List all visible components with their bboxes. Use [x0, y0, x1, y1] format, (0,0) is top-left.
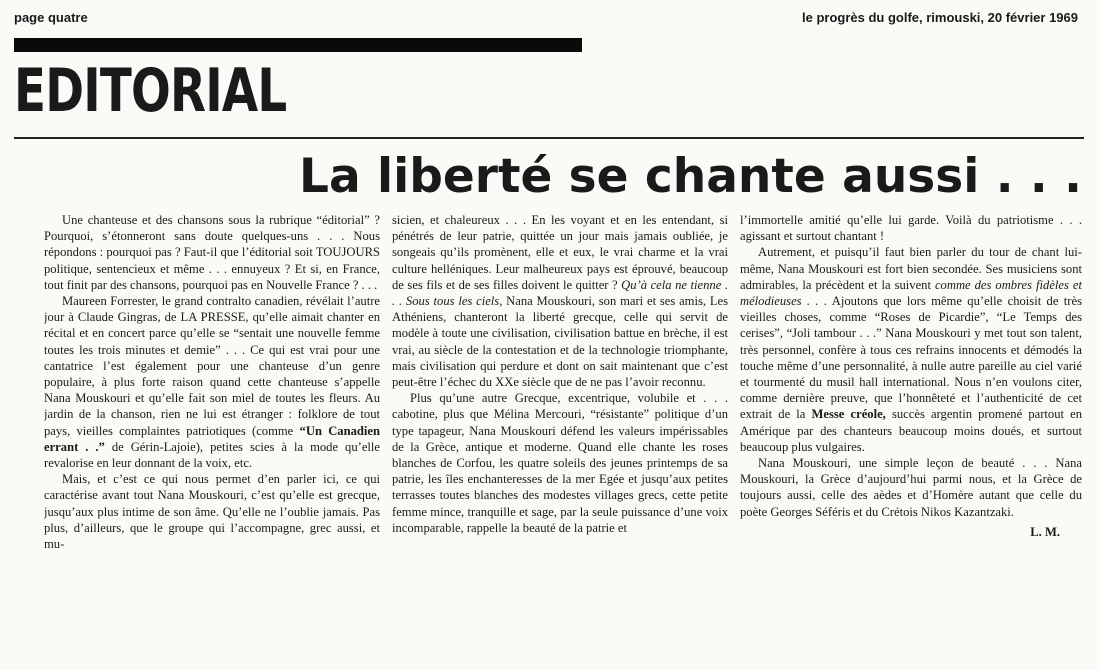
bold-text: Messe créole,	[811, 407, 886, 422]
text-column-3	[740, 212, 1082, 660]
text-run: Ajoutons que lors même qu’elle choisit de très vieilles choses, comme “Roses de Picardie”, “Le Temps des cerises”, “Joli tambour . . .” Nana Mouskouri y met tout son talent, très personnel, confère à tous ces refrains innocents et démodés la touche même d’une personnalité, à nulle autre pareille au ciel varié et tourmenté du musil hall international. Nous n’en voulons citer, comme dernière preuve, que l’honnêteté et l’authenticité de cet extrait de la	[740, 294, 1082, 422]
paper-info: le progrès du golfe, rimouski, 20 février 1969	[802, 10, 1078, 25]
paragraph: Mais, et c’est ce qui nous permet d’en parler ici, ce qui caractérise avant tout Nana Mouskouri, c’est qu’elle est grecque, jusqu’aux plus intime de son âme. Qu’elle ne l’oublie jamais. Pas plus, d’ailleurs, que le groupe qui l’accompagne, grec aussi, et mu-	[44, 472, 380, 552]
signature: L. M.	[1030, 524, 1060, 539]
headline: La liberté se chante aussi . . .	[299, 149, 1082, 204]
song-title: “Un Canadien errant . .”	[44, 423, 380, 454]
paragraph	[44, 293, 380, 471]
text-column-2	[392, 212, 728, 660]
paragraph: l’immortelle amitié qu’elle lui garde. Voilà du patriotisme . . . agissant et surtout chantant !	[740, 213, 1082, 244]
page-label: page quatre	[14, 10, 88, 25]
paragraph	[392, 212, 728, 390]
paragraph: Nana Mouskouri, une simple leçon de beauté . . . Nana Mouskouri, la Grèce d’aujourd’hui parmi nous, et la Grèce de toujours aussi, celle des aèdes et d’Homère autant que celle du poète Georges Séféris et du Crétois Nikos Kazantzaki.	[740, 456, 1082, 519]
text-run: sicien, et chaleureux . . . En les voyant et en les entendant, si pénétrés de leur patrie, quittée un jour mais jamais oubliée, je songeais qu’ils promènent, elle et eux, le vrai charme et la vrai culture helléniques. Leur malheureux pays est éprouvé, beaucoup de ses fils et de ses filles doivent le quitter ?	[392, 213, 728, 292]
italic-text: Qu’à cela ne tienne . . . Sous tous les ciels,	[392, 277, 728, 309]
text-run: succès argentin promené partout en Amérique par des chanteurs beaucoup moins doués, et surtout beaucoup plus vulgaires.	[740, 407, 1082, 454]
text-column-1	[44, 212, 380, 660]
italic-text: comme des ombres fidèles et mélodieuses . . .	[740, 277, 1082, 309]
paragraph: Une chanteuse et des chansons sous la rubrique “éditorial” ? Pourquoi, s’étonneront sans doute quelques-uns . . . Nous répondons : pourquoi pas ? Faut-il que l’éditorial soit TOUJOURS politique, sentencieux et même . . . ennuyeux ? Et si, en France, tout finit par des chansons, pourquoi pas en Nouvelle France ? . . .	[44, 213, 380, 292]
paragraph: Plus qu’une autre Grecque, excentrique, volubile et . . . cabotine, plus que Mélina Mercouri, “résistante” politique d’un type tapageur, Nana Mouskouri défend les valeurs impérissables de la Grèce, antique et moderne. Quand elle chante les roses blanches de Corfou, les quatre soleils des jeunes printemps de sa patrie, les îles enchanteresses de la mer Egée et jusqu’aux petites terrasses toutes blanches des modestes villages grecs, cette petite femme mince, tranquille et sage, par la seule puissance d’une voix incomparable, rappelle la beauté de la patrie et	[392, 391, 728, 535]
text-run: de Gérin-Lajoie), petites scies à la mode qu’elle revalorise en leur donnant de la voix, etc.	[44, 439, 380, 471]
paragraph	[740, 244, 1082, 455]
text-run: Maureen Forrester, le grand contralto canadien, révélait l’autre jour à Claude Gingras, de LA PRESSE, qu’elle aimait chanter en récital et en concert parce qu’elle se “sentait une nouvelle femme toutes les trois minutes et demie” . . . Ce qui est vrai pour une cantatrice l’est également pour une chanteuse d’un genre populaire, à plus forte raison quand cette chanteuse s’appelle Nana Mouskouri et qu’elle fait son miel de toutes les fleurs. Au jardin de la chanson, rien ne lui est étranger : folklore de tout pays, vieilles complaintes patriotiques (comme	[44, 294, 380, 438]
section-title: EDITORIAL	[14, 56, 287, 126]
black-bar-divider	[14, 38, 582, 52]
text-run: Nana Mouskouri, son mari et ses amis, Les Athéniens, chanteront la liberté grecque, celle qui servit de modèle à toute une civilisation, civilisation battue en brèche, il est vrai, au siècle de la contestation et de la technologie triomphante, mais civilisation qui perdure et dont on sait maintenant que c’est peut-être l’échec du XXe siècle que de ne pas l’avoir reconnu.	[392, 294, 728, 390]
text-run: Autrement, et puisqu’il faut bien parler du tour de chant lui-même, Nana Mouskouri est fort bien secondée. Ses musiciens sont admirables, la précèdent et la suivent	[740, 245, 1082, 292]
horizontal-rule	[14, 137, 1084, 139]
